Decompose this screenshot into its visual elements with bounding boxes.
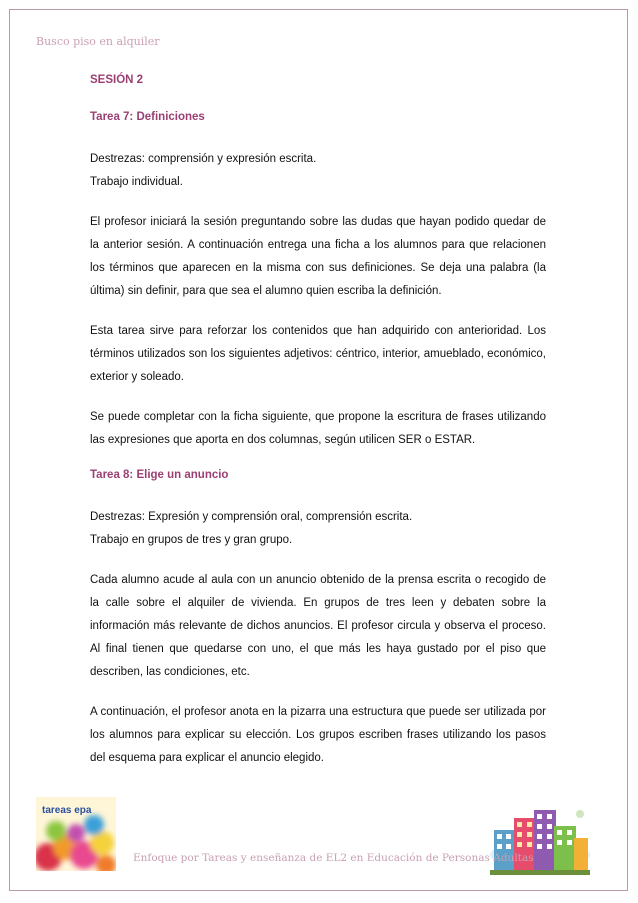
tareas-epa-logo-image	[36, 797, 116, 871]
task7-paragraph-2: Esta tarea sirve para reforzar los contenidos que han adquirido con anterioridad. Los términos utilizados son los siguientes adjetivos: céntrico, interior, amueblado, económico, exterior y soleado.	[90, 325, 546, 383]
main-content	[90, 74, 546, 787]
task7-paragraph-3: Se puede completar con la ficha siguiente, que propone la escritura de frases utilizando las expresiones que aporta en dos columnas, según utilicen SER o ESTAR.	[90, 411, 546, 446]
task8-title: Tarea 8: Elige un anuncio	[90, 469, 229, 481]
footer-text: Enfoque por Tareas y enseñanza de EL2 en Educación de Personas Adultas	[133, 852, 534, 864]
session-heading: SESIÓN 2	[90, 74, 144, 86]
task8-paragraph-1: Cada alumno acude al aula con un anuncio obtenido de la prensa escrita o recogido de la calle sobre el alquiler de vivienda. En grupos de tres leen y debaten sobre la información más relevante de dichos anuncios. El profesor circula y observa el proceso. Al final tienen que quedarse con uno, el que más les haya gustado por el piso que describen, las condiciones, etc.	[90, 574, 546, 678]
running-header: Busco piso en alquiler	[36, 35, 160, 48]
task8-paragraph-2: A continuación, el profesor anota en la pizarra una estructura que puede ser utilizada por los alumnos para explicar su elección. Los grupos escriben frases utilizando los pasos del esquema para explicar el anuncio elegido.	[90, 706, 546, 764]
task8-skills: Destrezas: Expresión y comprensión oral, comprensión escrita.	[90, 511, 413, 523]
logo-label: tareas epa	[42, 805, 92, 816]
task7-mode: Trabajo individual.	[90, 176, 183, 188]
task8-mode: Trabajo en grupos de tres y gran grupo.	[90, 534, 293, 546]
task7-paragraph-1: El profesor iniciará la sesión preguntando sobre las dudas que hayan podido quedar de la anterior sesión. A continuación entrega una ficha a los alumnos para que relacionen los términos que aparecen en la misma con sus definiciones. Se deja una palabra (la última) sin definir, para que sea el alumno quien escriba la definición.	[90, 216, 546, 297]
task7-skills: Destrezas: comprensión y expresión escrita.	[90, 153, 317, 165]
task7-title: Tarea 7: Definiciones	[90, 111, 205, 123]
tareas-epa-logo	[36, 797, 116, 871]
